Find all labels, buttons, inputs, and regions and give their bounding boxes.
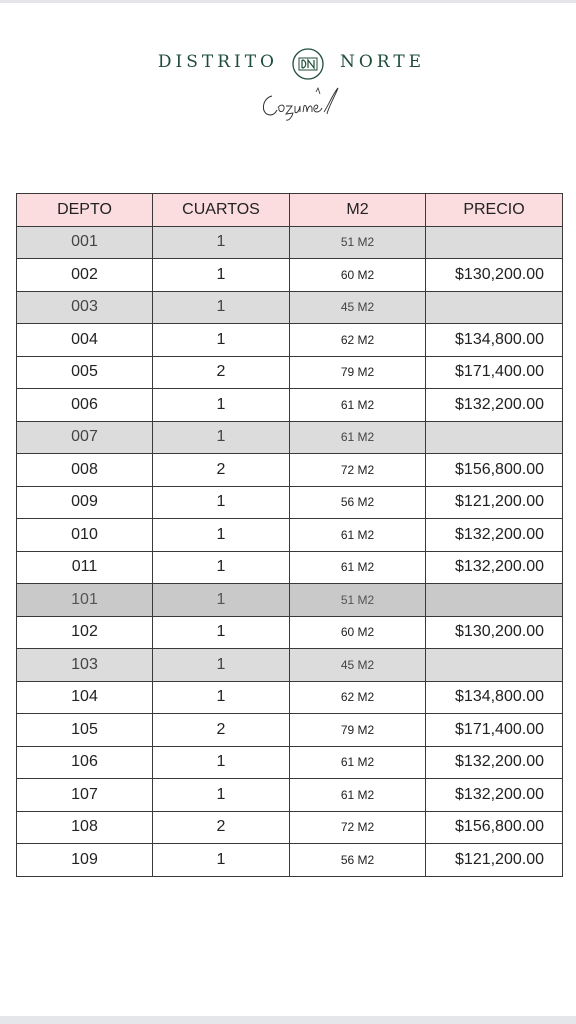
cell-precio: $132,200.00 (426, 389, 563, 422)
table-row (17, 226, 563, 259)
cell-precio: $134,800.00 (426, 324, 563, 357)
cell-m2: 72 M2 (290, 811, 426, 844)
table-body (17, 226, 563, 876)
units-price-table (16, 193, 563, 877)
cell-cuartos: 1 (153, 844, 290, 877)
cell-depto: 101 (17, 584, 153, 617)
cell-m2: 79 M2 (290, 714, 426, 747)
cell-precio: $132,200.00 (426, 551, 563, 584)
cell-precio: $130,200.00 (426, 259, 563, 292)
cell-depto: 011 (17, 551, 153, 584)
cell-depto: 109 (17, 844, 153, 877)
cell-m2: 56 M2 (290, 844, 426, 877)
cell-precio: $132,200.00 (426, 519, 563, 552)
cell-cuartos: 2 (153, 811, 290, 844)
cell-cuartos: 2 (153, 714, 290, 747)
table-row (17, 324, 563, 357)
cell-cuartos: 1 (153, 746, 290, 779)
cell-cuartos: 2 (153, 356, 290, 389)
cell-m2: 72 M2 (290, 454, 426, 487)
table-row (17, 454, 563, 487)
cell-precio: $130,200.00 (426, 616, 563, 649)
table-row (17, 486, 563, 519)
table-row (17, 714, 563, 747)
cell-depto: 102 (17, 616, 153, 649)
cell-depto: 105 (17, 714, 153, 747)
cell-depto: 008 (17, 454, 153, 487)
cell-depto: 007 (17, 421, 153, 454)
cell-m2: 61 M2 (290, 746, 426, 779)
cell-precio (426, 226, 563, 259)
table-row (17, 421, 563, 454)
table-row (17, 811, 563, 844)
cell-depto: 103 (17, 649, 153, 682)
cell-cuartos: 1 (153, 779, 290, 812)
table-row (17, 649, 563, 682)
cell-cuartos: 1 (153, 681, 290, 714)
cell-m2: 60 M2 (290, 616, 426, 649)
brand-word-right: NORTE (340, 52, 426, 72)
cell-m2: 61 M2 (290, 421, 426, 454)
cell-m2: 61 M2 (290, 389, 426, 422)
cell-depto: 107 (17, 779, 153, 812)
cell-cuartos: 1 (153, 551, 290, 584)
cell-precio: $171,400.00 (426, 714, 563, 747)
cell-depto: 004 (17, 324, 153, 357)
brand-header (0, 44, 576, 84)
table-row (17, 584, 563, 617)
cell-cuartos: 1 (153, 324, 290, 357)
top-divider (0, 0, 576, 3)
cell-depto: 003 (17, 291, 153, 324)
table-row (17, 551, 563, 584)
cell-precio: $121,200.00 (426, 486, 563, 519)
cell-precio: $134,800.00 (426, 681, 563, 714)
dn-monogram-icon (290, 46, 326, 82)
cell-precio (426, 649, 563, 682)
cell-m2: 45 M2 (290, 649, 426, 682)
cell-precio (426, 421, 563, 454)
cell-m2: 61 M2 (290, 551, 426, 584)
cell-m2: 62 M2 (290, 324, 426, 357)
cell-precio: $132,200.00 (426, 746, 563, 779)
cell-m2: 51 M2 (290, 226, 426, 259)
table-row (17, 681, 563, 714)
cell-cuartos: 1 (153, 259, 290, 292)
brand-word-left: DISTRITO (157, 52, 278, 72)
cell-precio (426, 584, 563, 617)
header-cuartos: CUARTOS (153, 194, 290, 227)
cell-precio: $156,800.00 (426, 454, 563, 487)
cell-depto: 010 (17, 519, 153, 552)
cell-cuartos: 1 (153, 519, 290, 552)
table-row (17, 746, 563, 779)
cell-precio: $121,200.00 (426, 844, 563, 877)
table-row (17, 779, 563, 812)
cell-m2: 61 M2 (290, 519, 426, 552)
cell-depto: 001 (17, 226, 153, 259)
cell-precio: $171,400.00 (426, 356, 563, 389)
header-depto: DEPTO (17, 194, 153, 227)
cell-precio: $132,200.00 (426, 779, 563, 812)
cell-cuartos: 1 (153, 584, 290, 617)
table-row (17, 519, 563, 552)
cell-m2: 51 M2 (290, 584, 426, 617)
cell-cuartos: 1 (153, 616, 290, 649)
cell-m2: 45 M2 (290, 291, 426, 324)
table-row (17, 259, 563, 292)
bottom-divider (0, 1016, 576, 1024)
cell-precio: $156,800.00 (426, 811, 563, 844)
cell-depto: 104 (17, 681, 153, 714)
cell-m2: 60 M2 (290, 259, 426, 292)
cell-m2: 62 M2 (290, 681, 426, 714)
cell-m2: 61 M2 (290, 779, 426, 812)
table-row (17, 291, 563, 324)
cell-depto: 108 (17, 811, 153, 844)
header-m2: M2 (290, 194, 426, 227)
header-precio: PRECIO (426, 194, 563, 227)
cell-m2: 56 M2 (290, 486, 426, 519)
table-row (17, 844, 563, 877)
cell-cuartos: 1 (153, 486, 290, 519)
cell-depto: 002 (17, 259, 153, 292)
cell-cuartos: 1 (153, 389, 290, 422)
cozumel-script-logo (258, 84, 354, 122)
cell-cuartos: 1 (153, 226, 290, 259)
table-row (17, 389, 563, 422)
cell-cuartos: 1 (153, 421, 290, 454)
table-row (17, 356, 563, 389)
cell-depto: 005 (17, 356, 153, 389)
cell-depto: 106 (17, 746, 153, 779)
table-header-row (17, 194, 563, 227)
table-row (17, 616, 563, 649)
cell-depto: 009 (17, 486, 153, 519)
cell-cuartos: 1 (153, 649, 290, 682)
cell-m2: 79 M2 (290, 356, 426, 389)
cell-cuartos: 2 (153, 454, 290, 487)
cell-precio (426, 291, 563, 324)
cell-depto: 006 (17, 389, 153, 422)
cell-cuartos: 1 (153, 291, 290, 324)
